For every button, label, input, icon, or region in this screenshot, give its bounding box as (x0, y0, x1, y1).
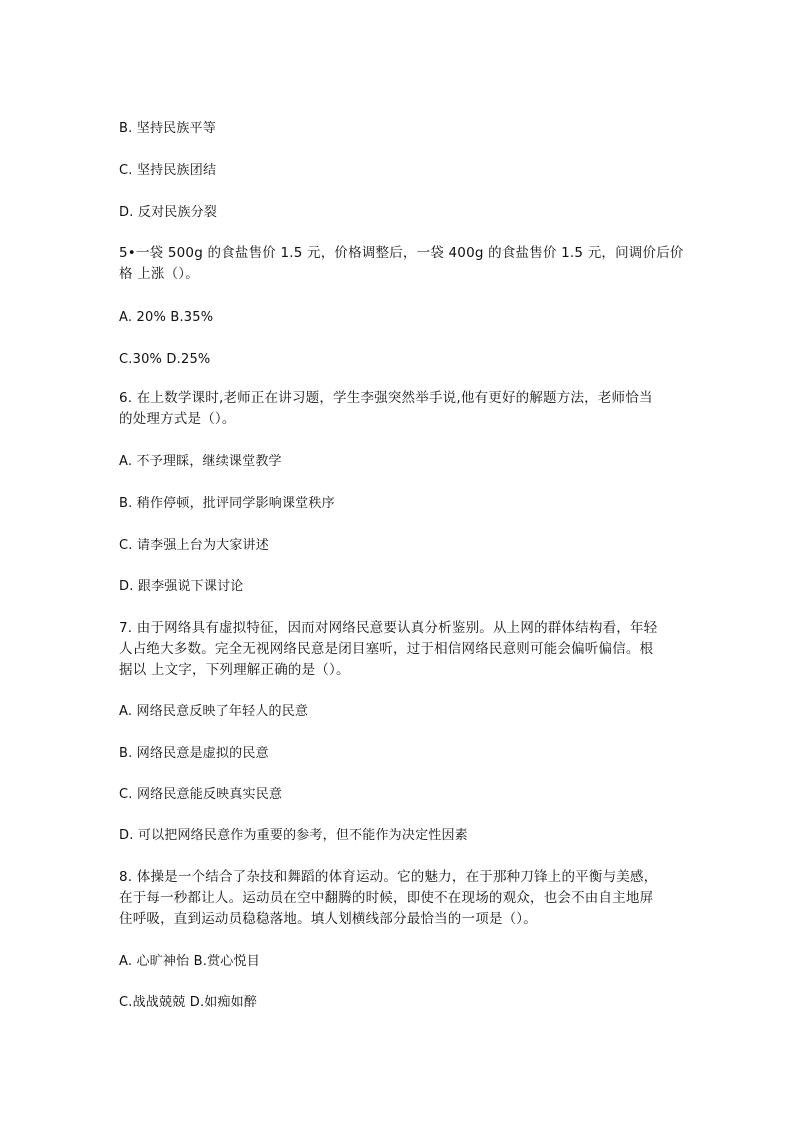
question-7-option-d: D. 可以把网络民意作为重要的参考，但不能作为决定性因素 (119, 828, 468, 843)
question-6-option-d: D. 跟李强说下课讨论 (119, 579, 244, 594)
question-8-options-cd: C.战战兢兢 D.如痴如醉 (119, 995, 258, 1010)
question-5-options-ab: A. 20% B.35% (119, 310, 214, 325)
question-6-line-1: 6. 在上数学课时,老师正在讲习题，学生李强突然举手说,他有更好的解题方法，老师恰当 (119, 390, 653, 406)
question-5-line-2: 格 上涨（）。 (119, 266, 199, 282)
question-5-line-1: 5•一袋 500g 的食盐售价 1.5 元，价格调整后，一袋 400g 的食盐售价 1.5 元，问调价后价 (119, 245, 684, 261)
question-6-option-a: A. 不予理睬，继续课堂教学 (119, 454, 282, 469)
question-8-line-2: 在于每一秒都让人。运动员在空中翻腾的时候，即使不在现场的观众，也会不由自主地屏 (119, 890, 654, 906)
question-6-option-b: B. 稍作停顿，批评同学影响课堂秩序 (119, 496, 335, 511)
question-6-line-2: 的处理方式是（）。 (119, 411, 236, 427)
question-5-options-cd: C.30% D.25% (119, 352, 211, 367)
question-7-line-2: 人占绝大多数。完全无视网络民意是闭目塞听，过于相信网络民意则可能会偏听偏信。根 (119, 641, 654, 657)
question-8-line-1: 8. 体操是一个结合了杂技和舞蹈的体育运动。它的魅力，在于那种刀锋上的平衡与美感， (119, 869, 658, 885)
question-7-option-c: C. 网络民意能反映真实民意 (119, 787, 283, 802)
option-b-q4: B. 坚持民族平等 (119, 121, 216, 136)
question-7-line-3: 据以 上文字，下列理解正确的是（）。 (119, 662, 350, 678)
option-c-q4: C. 坚持民族团结 (119, 163, 217, 178)
question-7-option-a: A. 网络民意反映了年轻人的民意 (119, 704, 309, 719)
option-d-q4: D. 反对民族分裂 (119, 205, 218, 220)
question-6-option-c: C. 请李强上台为大家讲述 (119, 538, 269, 553)
question-7-option-b: B. 网络民意是虚拟的民意 (119, 746, 269, 761)
question-8-options-ab: A. 心旷神怡 B.赏心悦目 (119, 954, 260, 969)
question-7-line-1: 7. 由于网络具有虚拟特征，因而对网络民意要认真分析鉴别。从上网的群体结构看，年轻 (119, 620, 658, 636)
question-8-line-3: 住呼吸，直到运动员稳稳落地。填人划横线部分最恰当的一项是（）。 (119, 911, 537, 927)
